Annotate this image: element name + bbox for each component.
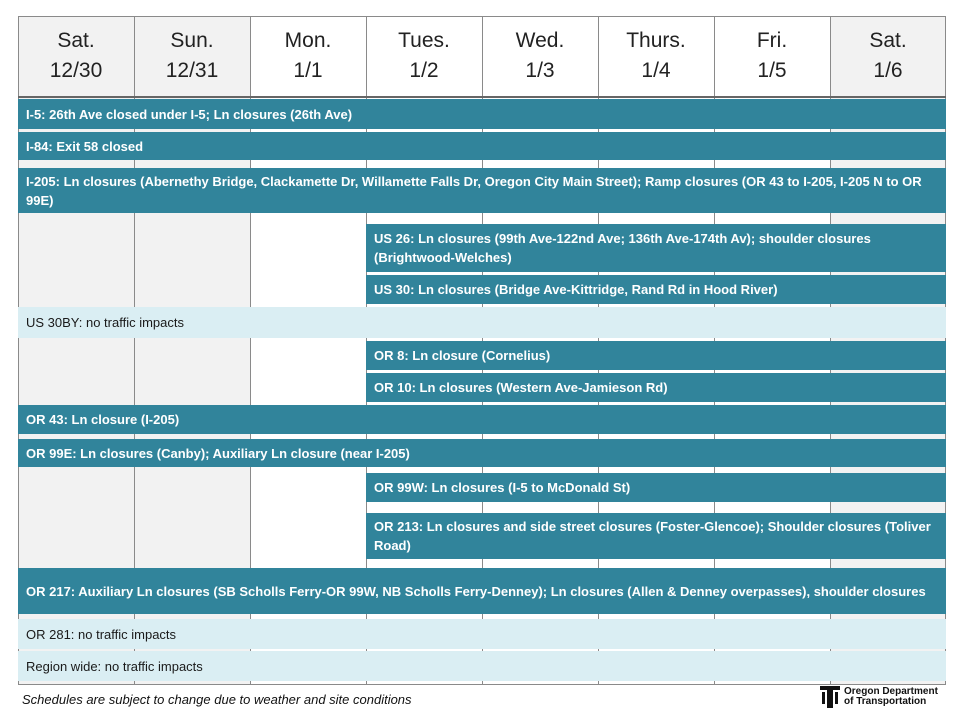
day-name: Sat. — [869, 29, 907, 52]
day-date: 1/5 — [757, 59, 787, 82]
schedule-disclaimer: Schedules are subject to change due to weather and site conditions — [22, 692, 412, 707]
day-name: Sat. — [57, 29, 95, 52]
closure-bar-or-43 — [18, 405, 946, 434]
closure-bar-or-99w — [366, 473, 946, 502]
closure-text: I-5: 26th Ave closed under I-5; Ln closures (26th Ave) — [26, 106, 353, 122]
day-date: 12/30 — [49, 59, 103, 82]
closure-bar-or-217 — [18, 568, 946, 614]
closure-bar-or-281 — [18, 619, 946, 649]
closure-text: OR 217: Auxiliary Ln closures (SB Scholls Ferry-OR 99W, NB Scholls Ferry-Denney); Ln closures (Allen & Denney overpasses), shoulder closures — [26, 583, 926, 599]
day-header — [714, 16, 830, 96]
day-header — [830, 16, 946, 96]
closure-bar-us-26 — [366, 224, 946, 272]
day-date: 12/31 — [165, 59, 219, 82]
day-date: 1/3 — [525, 59, 555, 82]
closure-text: OR 10: Ln closures (Western Ave-Jamieson Rd) — [374, 380, 668, 395]
closure-bar-or-10 — [366, 373, 946, 402]
closure-bar-us-30by — [18, 307, 946, 338]
closure-text: US 30BY: no traffic impacts — [26, 315, 184, 330]
closure-bar-us-30 — [366, 275, 946, 304]
day-header — [482, 16, 598, 96]
day-header — [18, 16, 134, 96]
day-name: Sun. — [170, 29, 214, 52]
day-name: Fri. — [756, 29, 788, 52]
closure-text: US 30: Ln closures (Bridge Ave-Kittridge, Rand Rd in Hood River) — [374, 282, 778, 297]
closure-bar-or-213 — [366, 513, 946, 559]
closure-text: OR 99E: Ln closures (Canby); Auxiliary Ln closure (near I-205) — [26, 445, 410, 461]
day-date: 1/1 — [293, 59, 323, 82]
day-date: 1/4 — [641, 59, 671, 82]
grid-line — [18, 684, 946, 685]
header-divider — [18, 96, 946, 98]
day-header — [134, 16, 250, 96]
closure-text: I-205: Ln closures (Abernethy Bridge, Clackamette Dr, Willamette Falls Dr, Oregon City Main Street); Ramp closures (OR 43 to I-205, I-205 N to OR 99E) — [26, 173, 922, 208]
odot-logo-icon — [820, 686, 840, 708]
day-name: Wed. — [515, 29, 565, 52]
closure-bar-i-5 — [18, 99, 946, 129]
schedule-grid — [18, 16, 946, 684]
closure-text: OR 43: Ln closure (I-205) — [26, 412, 180, 427]
day-name: Tues. — [398, 29, 450, 52]
closure-text: OR 8: Ln closure (Cornelius) — [374, 348, 551, 363]
day-header — [250, 16, 366, 96]
closure-text: Region wide: no traffic impacts — [26, 658, 203, 674]
logo-line-2: of Transportation — [844, 696, 927, 707]
day-date: 1/2 — [409, 59, 439, 82]
closure-text: OR 213: Ln closures and side street closures (Foster-Glencoe); Shoulder closures (Toliver Road) — [374, 519, 931, 553]
closure-bar-or-99e — [18, 439, 946, 467]
day-name: Thurs. — [626, 29, 686, 52]
closure-text: OR 281: no traffic impacts — [26, 626, 177, 642]
day-header — [598, 16, 714, 96]
day-date: 1/6 — [873, 59, 903, 82]
day-name: Mon. — [284, 29, 332, 52]
odot-logo-text — [844, 687, 938, 707]
closure-bar-region-wide — [18, 651, 946, 681]
closure-bar-or-8 — [366, 341, 946, 370]
closure-text: US 26: Ln closures (99th Ave-122nd Ave; 136th Ave-174th Av); shoulder closures (Brightwood-Welches) — [374, 231, 871, 265]
closure-text: I-84: Exit 58 closed — [26, 138, 144, 154]
grid-line — [18, 16, 946, 17]
closure-bar-i-205 — [18, 168, 946, 213]
logo-line-1: Oregon Department — [844, 686, 938, 697]
closure-text: OR 99W: Ln closures (I-5 to McDonald St) — [374, 480, 631, 495]
closure-bar-i-84 — [18, 132, 946, 160]
odot-logo — [820, 686, 938, 708]
day-header — [366, 16, 482, 96]
